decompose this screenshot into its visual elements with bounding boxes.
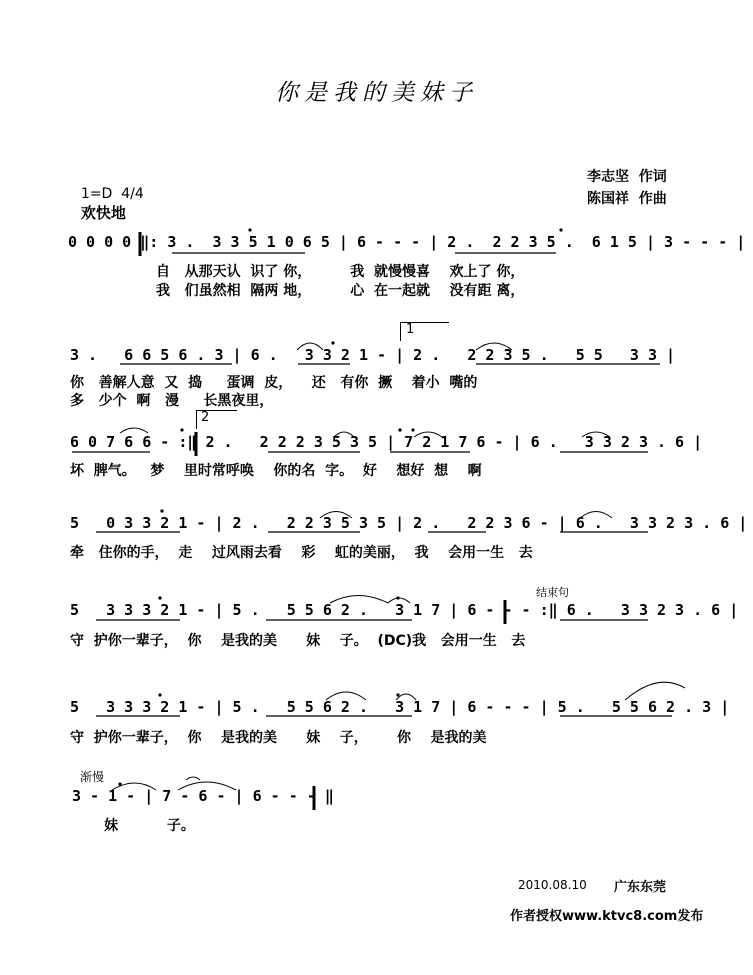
octave-dot bbox=[180, 428, 183, 431]
page-title: 你是我的美妹子 bbox=[275, 80, 478, 106]
footer-place: 广东东莞 bbox=[614, 880, 667, 895]
slur-mark bbox=[326, 692, 366, 700]
slur-mark bbox=[580, 512, 612, 519]
slur-mark bbox=[625, 682, 685, 700]
slur-mark bbox=[414, 432, 442, 437]
volta-number: 2 bbox=[201, 410, 210, 425]
volta-number: 1 bbox=[406, 322, 415, 337]
notation-line: 5 3 3 3 2 1 - | 5 . 5 5 6 2 . 3 1 7 | 6 - - - :‖ 6 . 3 3 2 3 . 6 | bbox=[70, 601, 739, 619]
notation-line: 3 - 1 - | 7 - 6 - | 6 - - - ‖ bbox=[72, 787, 334, 805]
slur-mark bbox=[582, 432, 610, 437]
octave-dot bbox=[248, 228, 251, 231]
notation-line: 6 0 7 6 6 - :‖ 2 . 2 2 2 3 5 3 5 | 7 2 1 7 6 - | 6 . 3 3 2 3 . 6 | bbox=[70, 433, 703, 451]
lyric-line: 守 护你一辈子， 你 是我的美 妹 子。 (DC)我 会用一生 去 bbox=[70, 633, 526, 649]
octave-dot bbox=[158, 693, 161, 696]
notation-line: 5 3 3 3 2 1 - | 5 . 5 5 6 2 . 3 1 7 | 6 - - - | 5 . 5 5 6 2 . 3 | bbox=[70, 698, 730, 716]
lyric-line: 妹 子。 bbox=[70, 818, 195, 834]
lyric-line: 你 善解人意 又 捣 蛋调 皮， 还 有你 撅 着小 嘴的 bbox=[70, 375, 478, 391]
lyric-line: 坏 脾气。 梦 里时常呼唤 你的名 字。 好 想好 想 啊 bbox=[70, 463, 482, 479]
octave-dot bbox=[158, 596, 161, 599]
octave-dot bbox=[396, 596, 399, 599]
slur-mark bbox=[178, 782, 236, 790]
lyric-line: 自 从那天认 识了 你， 我 就慢慢喜 欢上了 你， bbox=[156, 264, 525, 280]
composer-credit: 陈国祥 作曲 bbox=[587, 191, 667, 207]
octave-dot bbox=[160, 509, 163, 512]
lyric-line: 牵 住你的手， 走 过风雨去看 彩 虹的美丽， 我 会用一生 去 bbox=[70, 545, 533, 561]
ending-label: 结束句 bbox=[536, 586, 569, 599]
lyric-line: 我 们虽然相 隔两 地， 心 在一起就 没有距 离， bbox=[156, 283, 525, 299]
notation-line: 0 0 0 0 ‖: 3 . 3 3 5 1 0 6 5 | 6 - - - | 2 . 2 2 3 5 . 6 1 5 | 3 - - - | bbox=[68, 233, 746, 251]
lyric-line: 多 少个 啊 漫 长黑夜里， bbox=[70, 393, 274, 409]
footer-date: 2010.08.10 bbox=[518, 878, 587, 892]
slur-mark bbox=[297, 343, 323, 350]
fermata-mark bbox=[186, 777, 200, 780]
slur-mark bbox=[320, 512, 352, 519]
octave-dot bbox=[398, 428, 401, 431]
lyric-line: 守 护你一辈子， 你 是我的美 妹 子， 你 是我的美 bbox=[70, 730, 487, 746]
notation-line: 3 . 6 6 5 6 . 3 | 6 . 3 3 2 1 - | 2 . 2 2 3 5 . 5 5 3 3 | bbox=[70, 346, 676, 364]
slur-mark bbox=[330, 596, 388, 604]
tempo-marking: 欢快地 bbox=[80, 204, 126, 222]
lyricist-credit: 李志坚 作词 bbox=[587, 169, 667, 185]
expression-mark: 渐慢 bbox=[80, 770, 105, 784]
octave-dot bbox=[331, 341, 334, 344]
octave-dot bbox=[411, 428, 414, 431]
notation-line: 5 0 3 3 2 1 - | 2 . 2 2 3 5 3 5 | 2 . 2 2 3 6 - | 6 . 3 3 2 3 . 6 | bbox=[70, 514, 748, 532]
slur-mark bbox=[334, 432, 354, 437]
key-signature-text: 1=D 4/4 bbox=[80, 186, 144, 202]
slur-mark bbox=[476, 343, 512, 350]
octave-dot bbox=[396, 693, 399, 696]
publisher-credit: 作者授权www.ktvc8.com发布 bbox=[510, 909, 704, 924]
octave-dot bbox=[118, 782, 121, 785]
slur-mark bbox=[120, 428, 148, 433]
octave-dot bbox=[559, 228, 562, 231]
